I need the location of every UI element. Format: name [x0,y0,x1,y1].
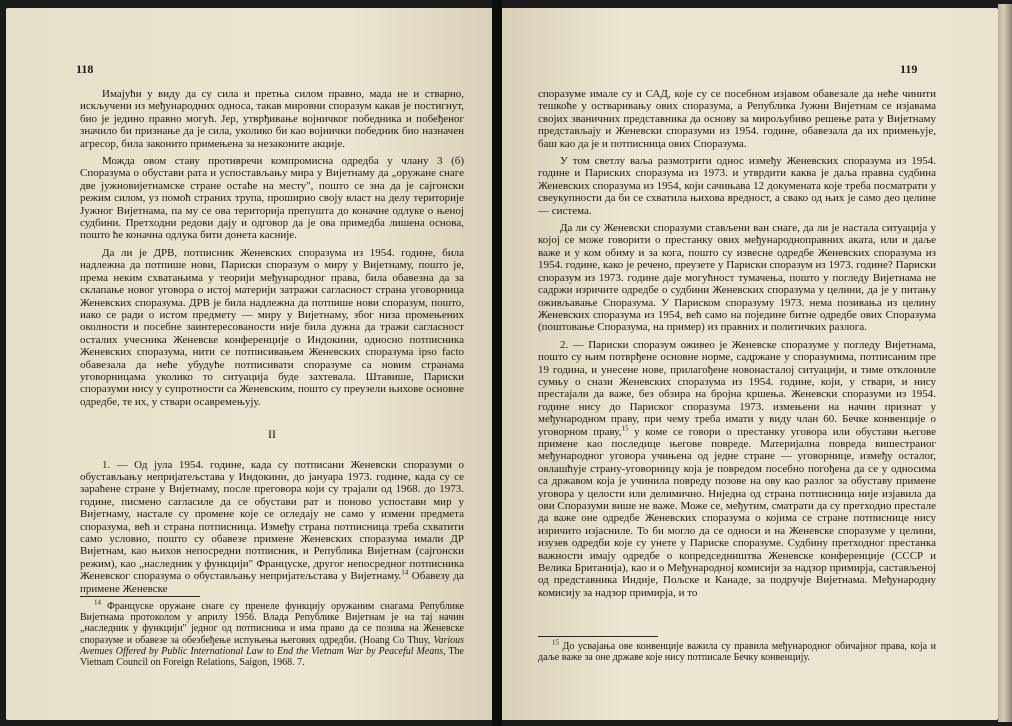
right-paragraph-4 [538,339,936,600]
left-page [6,8,492,720]
right-paragraph-4-text: 2. — Париски споразум оживео је Женевске споразуме у погледу Вијетнама, пошто су њим потврђене основне норме, садржане у споразумима, потписаним пре 19 година, и унесене нове, прилагођене новонасталој ситуацији, и тиме отклониле сумњу о снази Женевских споразума из 1954. године, који, у ствари, и нису престајали да важе, без обзира на бројна кршења. Женевски споразуми из 1954. године нису до Париског споразума 1973. измењени на начин признат у међународном праву, при чему треба имати у виду члан 60. Бечке конвенције о уговорном праву, [538,338,936,438]
section-heading: II [268,427,276,442]
footnote-15 [538,638,937,664]
footnote-ref-14: 14 [401,568,409,577]
left-paragraph-2: Можда овом ставу противречи компромисна одредба у члану 3 (б) Споразума о обустави рата и успостављању мира у Вијетнаму да „оружане снаге две јужновијетнамске стране остаће на месту", пошто се зна да је сајгонски режим силом, уз помоћ страних трупа, проширио своју власт на делу територије Јужног Вијетнама, па му се ова територија препушта до коначне одлуке о њеној судбини. Претходни редови дају и одговор да је ова примедба лишена основа, пошто ће коначна одлука бити донета касније. [80,155,464,242]
right-paragraph-2: У том светлу ваља размотрити однос између Женевских споразума из 1954. године и Париских споразума из 1973. и утврдити каква је даља правна судбина Женевских споразума из 1954, који сачињава 12 докумената које треба посматрати у свеукупности да би се схватила њихова вредност, а свако од њих је само део целине — система. [538,155,936,217]
footnote-rule [538,636,658,637]
footnote-14-number: 14 [94,598,101,607]
right-paragraph-1: споразуме имале су и САД, које су се посебном изјавом обавезале да неће чинити тешкоће у остваривању ових споразума, а Република Јужни Вијетнам се изјавама својих званичних представника да основу за мирољубиво решење рата у Вијетнаму представљају и Женевски споразуми из 1954. године, обавезала да их примењује, баш као да је и потписница ових Споразума. [538,88,936,150]
footnote-14-title: Various Avenues Offered by Public International Law to End the Vietnam War by Peaceful Means, [80,634,464,657]
footnote-14 [80,598,464,669]
left-section-paragraph [80,459,464,595]
left-footnote [80,596,464,668]
footnote-ref-15: 15 [621,423,629,432]
right-footnote [538,636,936,663]
left-paragraph-3: Да ли је ДРВ, потписник Женевских споразума из 1954. године, била надлежна да потпише нови, Париски споразум о миру у Вијетнаму, пошто је, према неким схватањима у теорији међународног права, била обавезна да за склапање новог уговора о истој материји затражи сагласност страна уговорница Женевских споразума. ДРВ је била надлежна да потпише нови споразум, пошто, иако се ради о истом предмету — миру у Вијетнаму, због низа промењених околности и посебне заинтересованости није била дужна да тражи сагласност осталих учесника Женевске конференције о Индокини, односно потписника Женевских споразума, нити се потписивањем Женевских споразума ipso facto обавезала да неће убудуће потписивати споразуме са новим странама уговорницама уколико то ситуација буде захтевала. Штавише, Париски споразуми нису у супротности са Женевским, пошто су преузели њихове основне одредбе, те их, у ствари осавремењују. [80,246,464,408]
footnote-14-text-b: The Vietnam Council on Foreign Relations, Saigon, 1968. 7. [80,645,464,669]
left-page-number: 118 [76,62,94,76]
left-section-paragraph-text: 1. — Од јула 1954. године, када су потписани Женевски споразуми о обустављању непријатељстава у Индокини, до јануара 1973. године, када су се зараћене стране у Вијетнаму, после преговора који су трајали од 1968. до 1973. године, писмено сагласиле да се обустави рат и поново успостави мир у Вијетнаму, настале су промене које се огледају не само у измени предмета споразума, већ и страна потписница. Између страна потписница треба схватити само условно, пошто су обавезе примене Женевских споразума имали ДР Вијетнам, као њихов непосредни потписник, и Република Вијетнам (сајгонски режим), као „наследник у функцији" Француске, другог непосредног потписника Женевског споразума о обустављању непријатељстава у Вијетнаму. [80,458,464,583]
left-page-body [80,88,464,595]
right-paragraph-3: Да ли су Женевски споразуми стављени ван снаге, да ли је настала ситуација у којој се може говорити о престанку ових међународноправних аката, или и даље важе и у ком обиму и за кога, пошто су извесне одредбе Женевских споразума из 1954. године, како је речено, преузете у Париски споразум из 1973. године? Париски споразум из 1973. године даје могућност тумачења, пошто у погледу Вијетнама не садржи изричите одредбе о судбини Женевских споразума у целини, да је у питању оживљавање Споразума. У Париском споразуму 1973. нема позивања из целину Женевских споразума из 1954, већ само на поједине битне одредбе ових Споразума (поштовање Споразума, на пример) из правних и политичких разлога. [538,222,936,334]
footnote-14-text-a: Француске оружане снаге су пренеле функцију оружаним снагама Републике Вијетнама протоколом у априлу 1956. Влада Републике Вијетнам је на тај начин „наследник у функцији" једног од потписника и има право да се позива на Женевске споразуме и обавезе за обезбеђење испуњења његових одредби. (Hoang Co Thuy, [80,601,464,646]
right-page [502,8,998,720]
right-page-number: 119 [900,62,918,76]
page-edge [998,4,1012,722]
left-paragraph-1: Имајући у виду да су сила и претња силом правно, мада не и стварно, искључени из међународних односа, такав мировни споразум какав је постигнут, био је једино правно могућ. Јер, утврђивање војничког победника и побеђеног значило би признање да је сила, уколико би као војнички победник био назначен агресор, била законито примењена за незаконите акције. [80,88,464,150]
book-gutter [492,0,502,726]
left-section-paragraph-tail: Обавезу да примене Женевске [80,570,464,595]
right-paragraph-4-tail: у коме се говори о престанку уговора или обустави његове примене као последице његове повреде. Материјална повреда вишестраног међународног уговора учињена од једне стране — уговорнице, између осталог, овлашћује страну-уговорницу која је повредом посебно погођена да се у односима са државом која је учинила повреду позове на ову као разлог за обуставу примене уговора у целости или делимично. Ниједна од страна потписница није изјавила да ови Споразуми више не важе. Може се, међутим, сматрати да су претходно престале да важе оне одредбе Женевских споразума о којима се стране потписнице нису изричито изјасниле. То би могло да се односи и на Женевске споразуме у целини, изузев одредби које су унете у Париске споразуме. Судбину претходног престанка важности имају одредбе о копредседништва Женевске конференције (СССР и Велика Британија), као и о Међународној комисији за надзор примирја, састављеној од представника Индије, Пољске и Канаде, за подручје Вијетнама. Међународну комисију за надзор примирја, и то [538,425,936,599]
footnote-15-number: 15 [552,638,559,647]
footnote-rule [80,596,200,597]
footnote-15-text: До усвајања ове конвенције важила су правила међународног обичајног права, која и даље важе за оне државе које нису потписале Бечку конвенцију. [538,641,937,664]
right-page-body [538,88,936,599]
